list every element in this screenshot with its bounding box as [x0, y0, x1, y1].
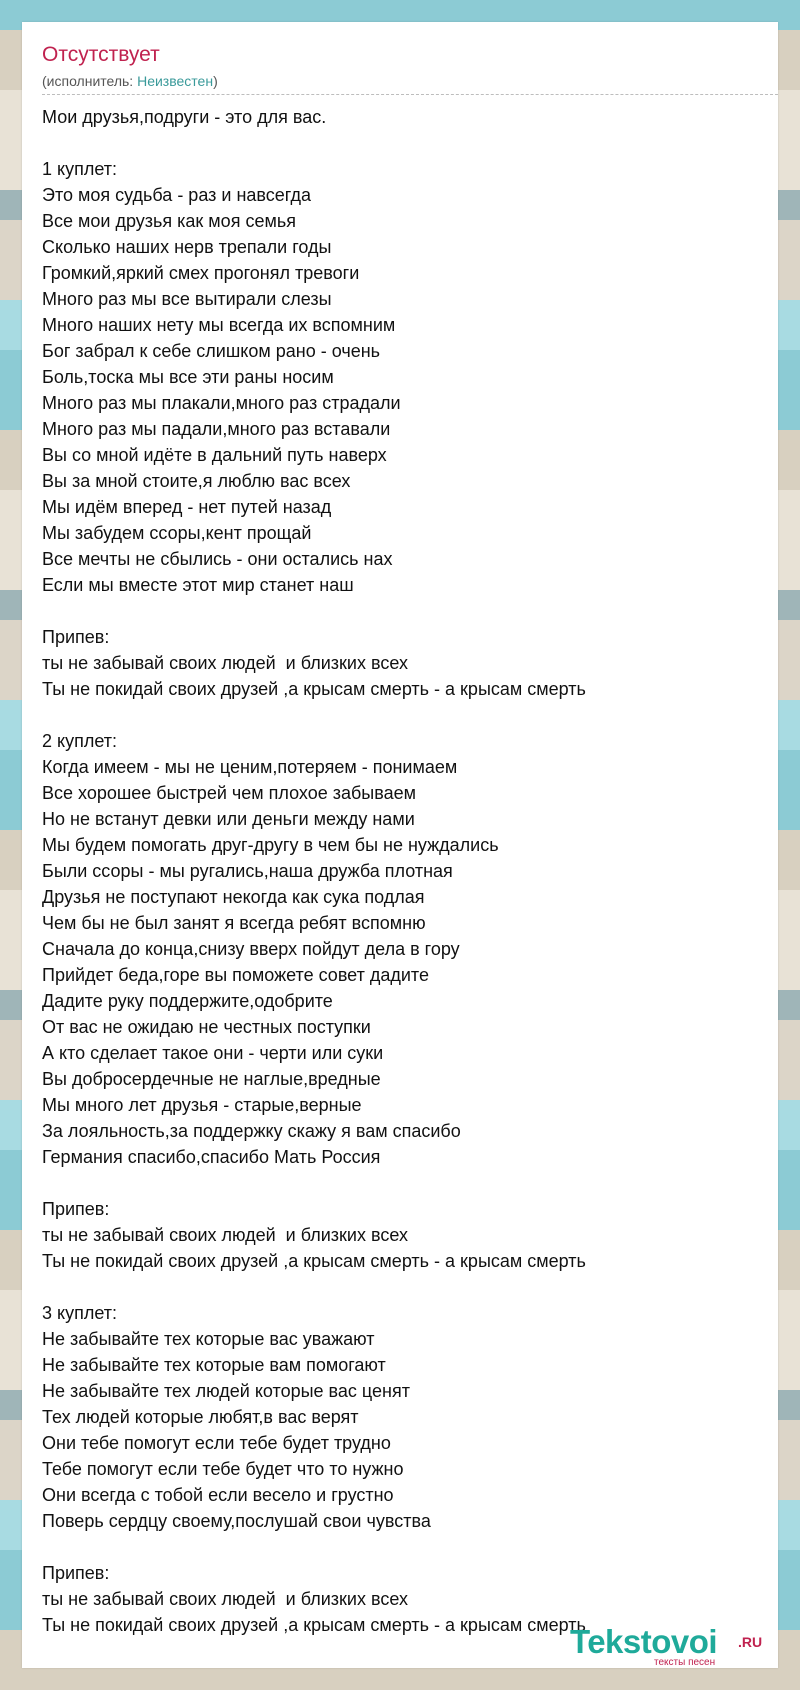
lyric-line: Сначала до конца,снизу вверх пойдут дела в гору [42, 939, 460, 959]
site-logo[interactable] [570, 1624, 770, 1668]
lyric-line [42, 130, 772, 156]
lyric-line: За лояльность,за поддержку скажу я вам спасибо [42, 1121, 461, 1141]
lyric-line: Ты не покидай своих друзей ,а крысам смерть - а крысам смерть [42, 1251, 586, 1271]
logo-domain: .RU [738, 1634, 763, 1650]
lyric-line: Много раз мы все вытирали слезы [42, 289, 332, 309]
lyric-line: Дадите руку поддержите,одобрите [42, 991, 333, 1011]
lyric-line: Германия спасибо,спасибо Мать Россия [42, 1147, 381, 1167]
lyric-line: Мы много лет друзья - старые,верные [42, 1095, 362, 1115]
lyric-line [42, 1274, 772, 1300]
lyric-line: Бог забрал к себе слишком рано - очень [42, 341, 381, 361]
lyric-line: Вы за мной стоите,я люблю вас всех [42, 471, 351, 491]
song-title: Отсутствует [42, 43, 160, 66]
lyric-line: Много наших нету мы всегда их вспомним [42, 315, 396, 335]
lyric-line: Если мы вместе этот мир станет наш [42, 575, 354, 595]
lyrics-card [22, 22, 778, 1668]
lyric-line: Это моя судьба - раз и навсегда [42, 185, 312, 205]
lyric-line: Мы идём вперед - нет путей назад [42, 497, 332, 517]
lyric-line: Тебе помогут если тебе будет что то нужно [42, 1459, 404, 1479]
lyric-line: Вы добросердечные не наглые,вредные [42, 1069, 381, 1089]
lyric-line: Припев: [42, 627, 110, 647]
lyric-line: Мы забудем ссоры,кент прощай [42, 523, 312, 543]
lyric-line: Все хорошее быстрей чем плохое забываем [42, 783, 416, 803]
lyric-line [42, 1534, 772, 1560]
lyric-line: Много раз мы падали,много раз вставали [42, 419, 391, 439]
lyric-line [42, 1170, 772, 1196]
lyric-line: Не забывайте тех которые вас уважают [42, 1329, 375, 1349]
lyric-line: От вас не ожидаю не честных поступки [42, 1017, 371, 1037]
lyric-line: Сколько наших нерв трепали годы [42, 237, 332, 257]
lyric-line: Поверь сердцу своему,послушай свои чувства [42, 1511, 431, 1531]
lyric-line [42, 702, 772, 728]
lyric-line [42, 598, 772, 624]
lyric-line: Все мои друзья как моя семья [42, 211, 296, 231]
lyrics-text [42, 104, 772, 1638]
lyric-line: Не забывайте тех людей которые вас ценят [42, 1381, 410, 1401]
lyric-line: Все мечты не сбылись - они остались нах [42, 549, 393, 569]
logo-wordmark: Tekstovoi [570, 1623, 718, 1660]
lyric-line: Они тебе помогут если тебе будет трудно [42, 1433, 391, 1453]
lyric-line: 3 куплет: [42, 1303, 117, 1323]
title-divider [42, 94, 778, 95]
lyric-line: Они всегда с тобой если весело и грустно [42, 1485, 394, 1505]
artist-prefix: (исполнитель: [42, 73, 138, 89]
lyric-line: Вы со мной идёте в дальний путь наверх [42, 445, 387, 465]
lyric-line: Тех людей которые любят,в вас верят [42, 1407, 359, 1427]
lyric-line: 1 куплет: [42, 159, 117, 179]
lyric-line: Друзья не поступают некогда как сука подлая [42, 887, 425, 907]
lyric-line: Припев: [42, 1563, 110, 1583]
artist-line [42, 72, 218, 90]
lyric-line: Но не встанут девки или деньги между нами [42, 809, 415, 829]
lyric-line: Чем бы не был занят я всегда ребят вспомню [42, 913, 426, 933]
lyric-line: Боль,тоска мы все эти раны носим [42, 367, 334, 387]
lyric-line: Мои друзья,подруги - это для вас. [42, 107, 327, 127]
lyric-line: Прийдет беда,горе вы поможете совет дадите [42, 965, 429, 985]
lyric-line: Когда имеем - мы не ценим,потеряем - понимаем [42, 757, 458, 777]
lyric-line: Много раз мы плакали,много раз страдали [42, 393, 401, 413]
lyric-line: Припев: [42, 1199, 110, 1219]
lyric-line: Были ссоры - мы ругались,наша дружба плотная [42, 861, 453, 881]
lyric-line: ты не забывай своих людей и близких всех [42, 1225, 408, 1245]
lyric-line: Не забывайте тех которые вам помогают [42, 1355, 386, 1375]
lyric-line: Мы будем помогать друг-другу в чем бы не нуждались [42, 835, 499, 855]
lyric-line: ты не забывай своих людей и близких всех [42, 653, 408, 673]
lyric-line: А кто сделает такое они - черти или суки [42, 1043, 384, 1063]
artist-suffix: ) [213, 73, 218, 89]
lyric-line: ты не забывай своих людей и близких всех [42, 1589, 408, 1609]
lyric-line: Громкий,яркий смех прогонял тревоги [42, 263, 360, 283]
lyric-line: Ты не покидай своих друзей ,а крысам смерть - а крысам смерть [42, 1615, 586, 1635]
artist-link[interactable]: Неизвестен [137, 73, 214, 89]
lyric-line: Ты не покидай своих друзей ,а крысам смерть - а крысам смерть [42, 679, 586, 699]
lyric-line: 2 куплет: [42, 731, 117, 751]
logo-tagline: тексты песен [654, 1657, 716, 1668]
